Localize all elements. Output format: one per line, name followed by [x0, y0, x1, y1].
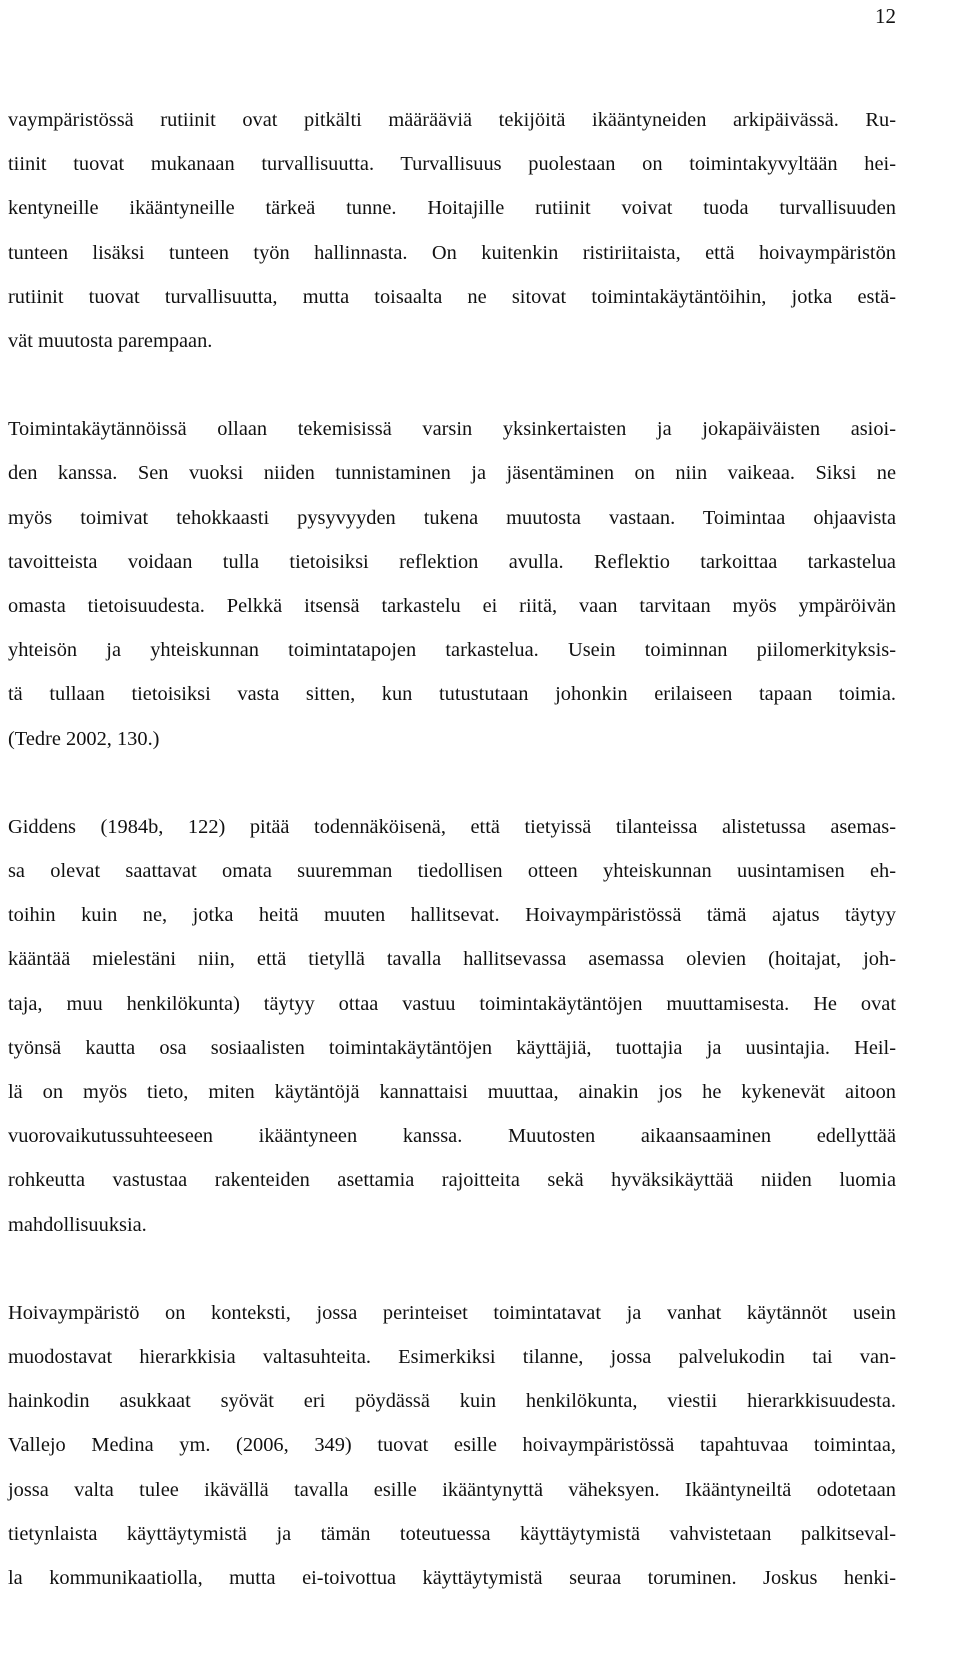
paragraph-line: kääntää mielestäni niin, että tietyllä tavalla hallitsevassa asemassa olevien (hoitajat, joh- — [8, 948, 896, 971]
paragraph-4 — [8, 1291, 896, 1600]
paragraph-line: Vallejo Medina ym. (2006, 349) tuovat esille hoivaympäristössä tapahtuvaa toimintaa, — [8, 1434, 896, 1457]
paragraph-1 — [8, 98, 896, 363]
paragraph-gap — [8, 761, 896, 805]
paragraph-line: tiinit tuovat mukanaan turvallisuutta. Turvallisuus puolestaan on toimintakyvyltään hei- — [8, 153, 896, 176]
paragraph-gap — [8, 363, 896, 407]
paragraph-line: Hoivaympäristö on konteksti, jossa perinteiset toimintatavat ja vanhat käytännöt usein — [8, 1301, 896, 1324]
paragraph-line: rutiinit tuovat turvallisuutta, mutta toisaalta ne sitovat toimintakäytäntöihin, jotka estä- — [8, 285, 896, 308]
paragraph-line: työnsä kautta osa sosiaalisten toimintakäytäntöjen käyttäjiä, tuottajia ja uusintajia. Heil- — [8, 1036, 896, 1059]
paragraph-line: mahdollisuuksia. — [8, 1213, 147, 1236]
paragraph-line: tunteen lisäksi tunteen työn hallinnasta. On kuitenkin ristiriitaista, että hoivaympäristön — [8, 241, 896, 264]
paragraph-line: tavoitteista voidaan tulla tietoisiksi reflektion avulla. Reflektio tarkoittaa tarkastelua — [8, 550, 896, 573]
paragraph-line: tä tullaan tietoisiksi vasta sitten, kun tutustutaan johonkin erilaiseen tapaan toimia. — [8, 683, 896, 706]
paragraph-line: Giddens (1984b, 122) pitää todennäköisenä, että tietyissä tilanteissa alistetussa asemas- — [8, 815, 896, 838]
paragraph-line: vaympäristössä rutiinit ovat pitkälti määrääviä tekijöitä ikääntyneiden arkipäivässä. Ru- — [8, 109, 896, 131]
paragraph-line: myös toimivat tehokkaasti pysyvyyden tukena muutosta vastaan. Toimintaa ohjaavista — [8, 506, 896, 529]
paragraph-line: yhteisön ja yhteiskunnan toimintatapojen tarkastelua. Usein toiminnan piilomerkityksis- — [8, 639, 896, 662]
paragraph-line: hainkodin asukkaat syövät eri pöydässä kuin henkilökunta, viestii hierarkkisuudesta. — [8, 1390, 896, 1413]
paragraph-line: (Tedre 2002, 130.) — [8, 727, 160, 750]
paragraph-line: toihin kuin ne, jotka heitä muuten hallitsevat. Hoivaympäristössä tämä ajatus täytyy — [8, 904, 896, 927]
paragraph-line: jossa valta tulee ikävällä tavalla esille ikääntynyttä väheksyen. Ikääntyneiltä odotetaan — [8, 1478, 896, 1501]
page-number: 12 — [875, 4, 896, 28]
paragraph-2 — [8, 407, 896, 761]
paragraph-line: den kanssa. Sen vuoksi niiden tunnistaminen ja jäsentäminen on niin vaikeaa. Siksi ne — [8, 462, 896, 485]
document-body — [8, 98, 896, 1600]
paragraph-line: vuorovaikutussuhteeseen ikääntyneen kanssa. Muutosten aikaansaaminen edellyttää — [8, 1125, 896, 1148]
paragraph-line: vät muutosta parempaan. — [8, 330, 213, 353]
paragraph-gap — [8, 1247, 896, 1291]
paragraph-line: muodostavat hierarkkisia valtasuhteita. Esimerkiksi tilanne, jossa palvelukodin tai van- — [8, 1346, 896, 1369]
paragraph-line: omasta tietoisuudesta. Pelkkä itsensä tarkastelu ei riitä, vaan tarvitaan myös ympäröivän — [8, 595, 896, 618]
paragraph-line: la kommunikaatiolla, mutta ei-toivottua käyttäytymistä seuraa toruminen. Joskus henki- — [8, 1567, 896, 1590]
paragraph-line: Toimintakäytännöissä ollaan tekemisissä varsin yksinkertaisten ja jokapäiväisten asioi- — [8, 418, 896, 441]
paragraph-line: sa olevat saattavat omata suuremman tiedollisen otteen yhteiskunnan uusintamisen eh- — [8, 860, 896, 883]
paragraph-line: kentyneille ikääntyneille tärkeä tunne. Hoitajille rutiinit voivat tuoda turvallisuuden — [8, 197, 896, 220]
paragraph-line: tietynlaista käyttäytymistä ja tämän toteutuessa käyttäytymistä vahvistetaan palkitseval- — [8, 1522, 896, 1545]
paragraph-line: lä on myös tieto, miten käytäntöjä kannattaisi muuttaa, ainakin jos he kykenevät aitoon — [8, 1081, 896, 1104]
paragraph-line: taja, muu henkilökunta) täytyy ottaa vastuu toimintakäytäntöjen muuttamisesta. He ovat — [8, 992, 896, 1015]
paragraph-3 — [8, 805, 896, 1247]
paragraph-line: rohkeutta vastustaa rakenteiden asettamia rajoitteita sekä hyväksikäyttää niiden luomia — [8, 1169, 896, 1192]
